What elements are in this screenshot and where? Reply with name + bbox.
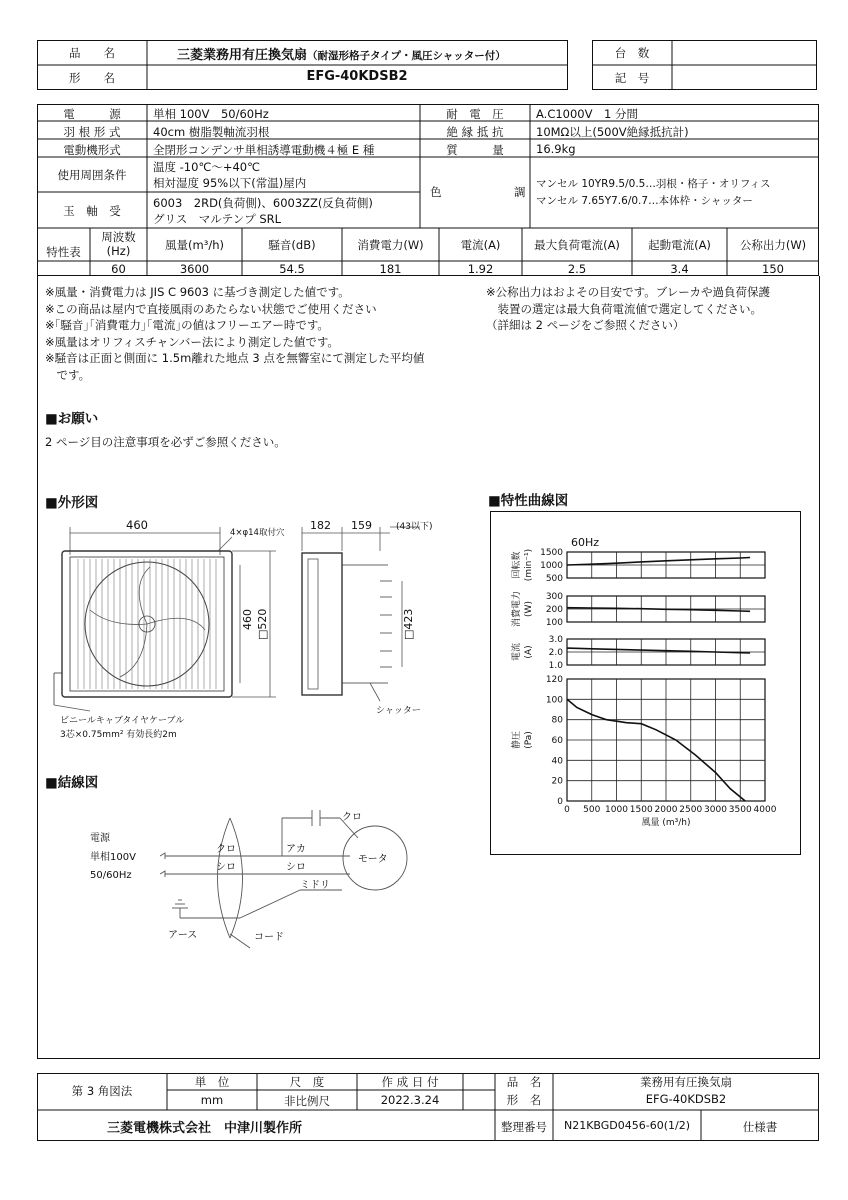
spec-motor-label: 電動機形式 [63,143,121,157]
y-tick-label: 300 [545,592,563,602]
wiring-power-voltage: 単相100V [90,852,136,863]
header-table [37,40,817,90]
spec-color-label-1: 色 [430,185,442,199]
x-tick-label: 3000 [704,805,727,815]
footer-ref-value: N21KBGD0456-60(1/2) [563,1119,691,1132]
dim-43: (43以下) [396,522,433,532]
footer-scale-value: 非比例尺 [284,1094,330,1108]
y-tick-label: 80 [551,715,563,726]
x-tick-label: 4000 [753,805,777,815]
y-tick-label: 1500 [540,548,563,558]
footer-scale-label: 尺 度 [289,1075,325,1089]
y-axis-label: 電流 [512,642,522,662]
wire-midori: ミドリ [300,880,330,891]
dim-423: □423 [402,608,415,640]
footer-unit-value: mm [200,1093,224,1107]
spec-insulation-label: 絶 縁 抵 抗 [446,125,504,139]
note-line: ※この商品は屋内で直接風雨のあたらない状態でご使用ください [45,301,377,316]
spec-power-label: 電 源 [63,107,121,121]
footer-doc-type: 仕様書 [742,1120,778,1134]
spec-env-value-2: 相対湿度 95%以下(常温)屋内 [153,176,307,190]
note-line: ※風量・消費電力は JIS C 9603 に基づき測定した値です。 [45,285,350,299]
dim-460-side: 460 [241,609,254,630]
spec-withstand-label: 耐 電 圧 [446,107,504,121]
footer-ref-label: 整理番号 [501,1120,547,1134]
footer-name-value: 業務用有圧換気扇 [640,1075,732,1089]
model-label: 形 名 [69,71,115,85]
footer-date-label: 作 成 日 付 [381,1075,439,1089]
char-value-current: 1.92 [467,262,494,276]
y-tick-label: 500 [545,574,563,584]
char-value-power: 181 [379,262,402,276]
y-axis-unit: (W) [524,601,534,617]
dim-182: 182 [310,519,331,532]
y-axis-label: 消費電力 [512,590,522,628]
y-tick-label: 20 [551,776,563,787]
code-label: 記 号 [614,71,650,85]
char-value-freq: 60 [111,262,126,276]
wiring-title: ■結線図 [45,775,99,791]
cable-label-1: ビニールキャブタイヤケーブル [60,716,185,726]
note-line: 装置の選定は最大負荷電流値で選定してください。 [486,301,762,316]
spec-bearing-label: 玉 軸 受 [63,204,121,218]
x-tick-label: 3500 [728,805,752,815]
char-value-noise: 54.5 [279,262,305,276]
y-axis-unit: (Pa) [524,731,534,749]
wiring-power-label: 電源 [90,833,110,844]
x-tick-label: 0 [564,805,570,815]
y-axis-unit: (A) [524,645,534,659]
wiring-power-freq: 50/60Hz [90,870,132,881]
motor-label: モータ [358,854,388,865]
name-label: 品 名 [69,46,115,60]
dim-520: □520 [256,608,269,640]
spec-color-value-1: マンセル 10YR9.5/0.5…羽根・格子・オリフィス [536,178,771,190]
char-value-max-current: 2.5 [567,262,587,276]
char-header-current: 電流(A) [460,238,501,252]
chart-title: 60Hz [571,536,600,549]
cord-label: コード [254,932,284,943]
y-tick-label: 0 [557,797,563,807]
x-tick-label: 500 [583,805,601,815]
spec-color-value-2: マンセル 7.65Y7.6/0.7…本体枠・シャッター [536,195,753,207]
footer-model-value: EFG-40KDSB2 [645,1092,727,1106]
char-row-label: 特性表 [46,245,81,259]
y-tick-label: 100 [545,618,563,628]
y-tick-label: 40 [551,756,563,767]
note-line: ※騒音は正面と側面に 1.5m離れた地点 3 点を無響室にて測定した平均値 [45,351,425,366]
char-value-start-current: 3.4 [670,262,689,276]
spec-insulation-value: 10MΩ以上(500V絶縁抵抗計) [536,125,689,139]
outline-drawing [40,515,480,745]
spec-env-value-1: 温度 -10℃～+40℃ [153,160,261,174]
dim-holes: 4×φ14取付穴 [230,528,285,538]
wire-aka: アカ [286,844,306,855]
data-series-line [567,558,750,566]
y-tick-label: 2.0 [548,648,563,658]
x-axis-label: 風量 (m³/h) [641,818,691,828]
footer-table [37,1073,819,1141]
spec-table [37,104,819,276]
y-tick-label: 120 [545,675,563,685]
spec-blade-label: 羽 根 形 式 [63,125,121,139]
characteristic-chart [490,511,801,855]
note-line: ※公称出力はおよその目安です。ブレーカや過負荷保護 [486,285,771,299]
wire-shiro-1: シロ [216,862,236,873]
wire-shiro-2: シロ [286,862,306,873]
data-series-line [567,608,750,612]
x-tick-label: 1500 [629,805,653,815]
y-tick-label: 3.0 [548,635,563,645]
char-header-power: 消費電力(W) [357,238,424,252]
model-value: EFG-40KDSB2 [306,69,408,84]
y-tick-label: 200 [545,605,563,615]
y-tick-label: 60 [551,736,563,746]
earth-label: アース [168,930,198,941]
note-line: ※｢騒音｣｢消費電力｣｢電流｣の値はフリーエアー時です。 [45,318,329,333]
wire-kuro-2: クロ [342,812,362,823]
note-line: ※風量はオリフィスチャンバー法により測定した値です。 [45,334,339,349]
spec-blade-value: 40cm 樹脂製軸流羽根 [153,125,270,139]
dim-460-top: 460 [126,518,148,532]
y-axis-label: 回転数 [512,551,522,579]
x-tick-label: 2500 [679,805,703,815]
x-tick-label: 1000 [605,805,628,815]
y-tick-label: 100 [545,695,563,706]
footer-company: 三菱電機株式会社 中津川製作所 [107,1121,303,1136]
count-label: 台 数 [614,46,650,60]
y-axis-label: 静圧 [512,730,522,750]
char-header-max-current: 最大負荷電流(A) [534,238,620,252]
spec-motor-value: 全閉形コンデンサ単相誘導電動機４極 E 種 [153,143,375,157]
spec-mass-value: 16.9kg [536,142,576,156]
chart-section-title: ■特性曲線図 [488,493,569,509]
char-header-airflow: 風量(m³/h) [165,238,224,252]
request-title: ■お願い [45,411,99,427]
char-header-freq: 周波数 (Hz) [101,230,136,258]
note-line: （詳細は 2 ページをご参照ください） [486,318,685,333]
y-axis-unit: (min⁻¹) [524,548,534,582]
y-tick-label: 1000 [540,561,563,571]
spec-color-label-2: 調 [514,185,526,199]
request-text: 2 ページ目の注意事項を必ずご参照ください。 [45,435,286,449]
footer-unit-label: 単 位 [194,1075,230,1089]
spec-withstand-value: A.C1000V 1 分間 [536,107,638,121]
char-header-output: 公称出力(W) [739,238,807,252]
spec-bearing-value-2: グリス マルテンプ SRL [153,212,282,226]
footer-name-label: 品 名 [506,1075,542,1089]
char-header-noise: 騒音(dB) [268,238,316,252]
product-name: 三菱業務用有圧換気扇（耐湿形格子タイプ・風圧シャッター付） [177,48,506,63]
notes-left [45,284,424,384]
footer-model-label: 形 名 [506,1093,542,1107]
char-value-output: 150 [762,262,784,276]
spec-bearing-value-1: 6003 2RD(負荷側)、6003ZZ(反負荷側) [153,196,373,210]
spec-env-label: 使用周囲条件 [57,168,127,182]
footer-date-value: 2022.3.24 [380,1093,440,1107]
y-tick-label: 1.0 [548,661,563,671]
footer-projection: 第 3 角図法 [71,1084,133,1098]
x-tick-label: 2000 [654,805,678,815]
shutter-label: シャッター [376,706,421,716]
note-line: です。 [45,367,91,382]
spec-power-value: 単相 100V 50/60Hz [153,107,269,121]
char-value-airflow: 3600 [179,262,210,276]
outline-title: ■外形図 [45,495,99,511]
notes-right [486,284,770,334]
cable-label-2: 3芯×0.75mm² 有効長約2m [60,730,177,740]
data-series-line [567,699,745,801]
wire-kuro-1: クロ [216,844,236,855]
spec-mass-label: 質 量 [446,143,504,157]
dim-159: 159 [351,519,372,532]
wiring-diagram [90,798,430,958]
char-header-start-current: 起動電流(A) [648,238,711,252]
